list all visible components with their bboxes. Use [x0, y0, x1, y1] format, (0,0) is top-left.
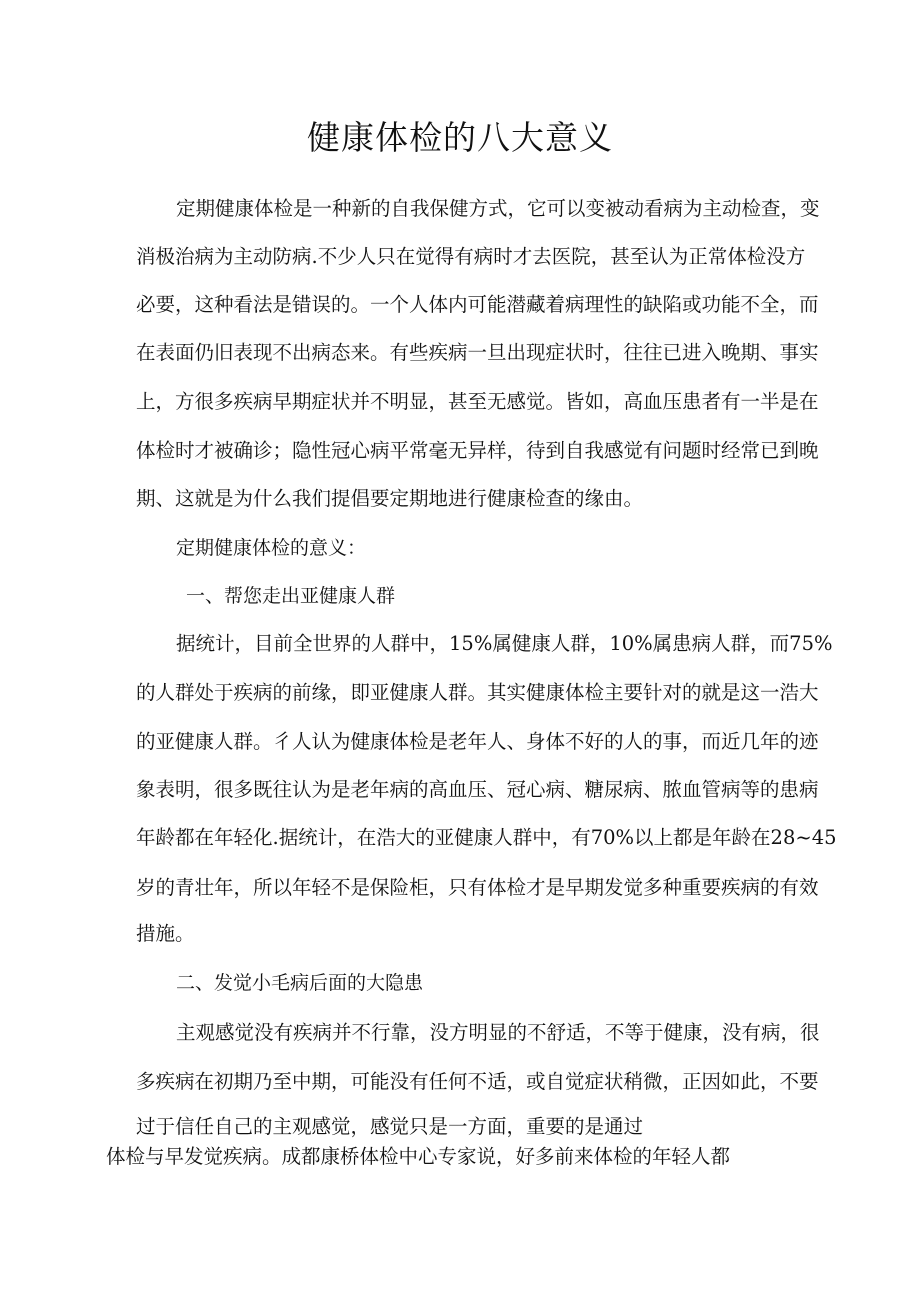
- intro-line: 期、这就是为什么我们提倡要定期地进行健康检查的缘由。: [136, 487, 644, 510]
- section2-line: 过于信任自己的主观感觉，感觉只是一方面，重要的是通过: [136, 1115, 644, 1138]
- section1-heading: 一、帮您走出亚健康人群: [186, 585, 396, 607]
- section1-line: 的亚健康人群。彳人认为健康体检是老年人、身体不好的人的事，而近几年的迹: [136, 730, 819, 753]
- meaning-label: 定期健康体检的意义：: [176, 537, 367, 559]
- section2-trailing-line: 体检与早发觉疾病。成都康桥体检中心专家说，好多前来体检的年轻人都: [106, 1145, 731, 1168]
- section2-heading: 二、发觉小毛病后面的大隐患: [176, 972, 424, 994]
- intro-line: 上，方很多疾病早期症状并不明显，甚至无感觉。皆如，高血压患者有一半是在: [136, 390, 819, 413]
- intro-line: 消极治病为主动防病.不少人只在觉得有病时才去医院，甚至认为正常体检没方: [136, 245, 806, 268]
- intro-line: 定期健康体检是一种新的自我保健方式，它可以变被动看病为主动检查，变: [176, 197, 820, 220]
- intro-line: 在表面仍旧表现不出病态来。有些疾病一旦出现症状时，往往已进入晚期、事实: [136, 341, 819, 364]
- section1-line: 措施。: [136, 922, 195, 945]
- section2-line: 多疾病在初期乃至中期，可能没有任何不适，或自觉症状稍微，正因如此，不要: [136, 1070, 819, 1093]
- intro-line: 必要，这种看法是错误的。一个人体内可能潜藏着病理性的缺陷或功能不全，而: [136, 293, 819, 316]
- section1-line: 象表明，很多既往认为是老年病的高血压、冠心病、糖尿病、脓血管病等的患病: [136, 778, 819, 801]
- section1-line: 据统计，目前全世界的人群中，15%属健康人群，10%属患病人群，而75%: [176, 632, 833, 655]
- section1-line: 的人群处于疾病的前缘，即亚健康人群。其实健康体检主要针对的就是这一浩大: [136, 681, 819, 704]
- document-title: 健康体检的八大意义: [307, 118, 613, 157]
- section1-line: 岁的青壮年，所以年轻不是保险柜，只有体检才是早期发觉多种重要疾病的有效: [136, 876, 819, 899]
- section2-line: 主观感觉没有疾病并不行靠，没方明显的不舒适，不等于健康，没有病，很: [176, 1021, 820, 1044]
- section1-line: 年龄都在年轻化.据统计，在浩大的亚健康人群中，有70%以上都是年龄在28~45: [136, 826, 837, 849]
- intro-line: 体检时才被确诊；隐性冠心病平常毫无异样，待到自我感觉有问题时经常已到晚: [136, 439, 819, 462]
